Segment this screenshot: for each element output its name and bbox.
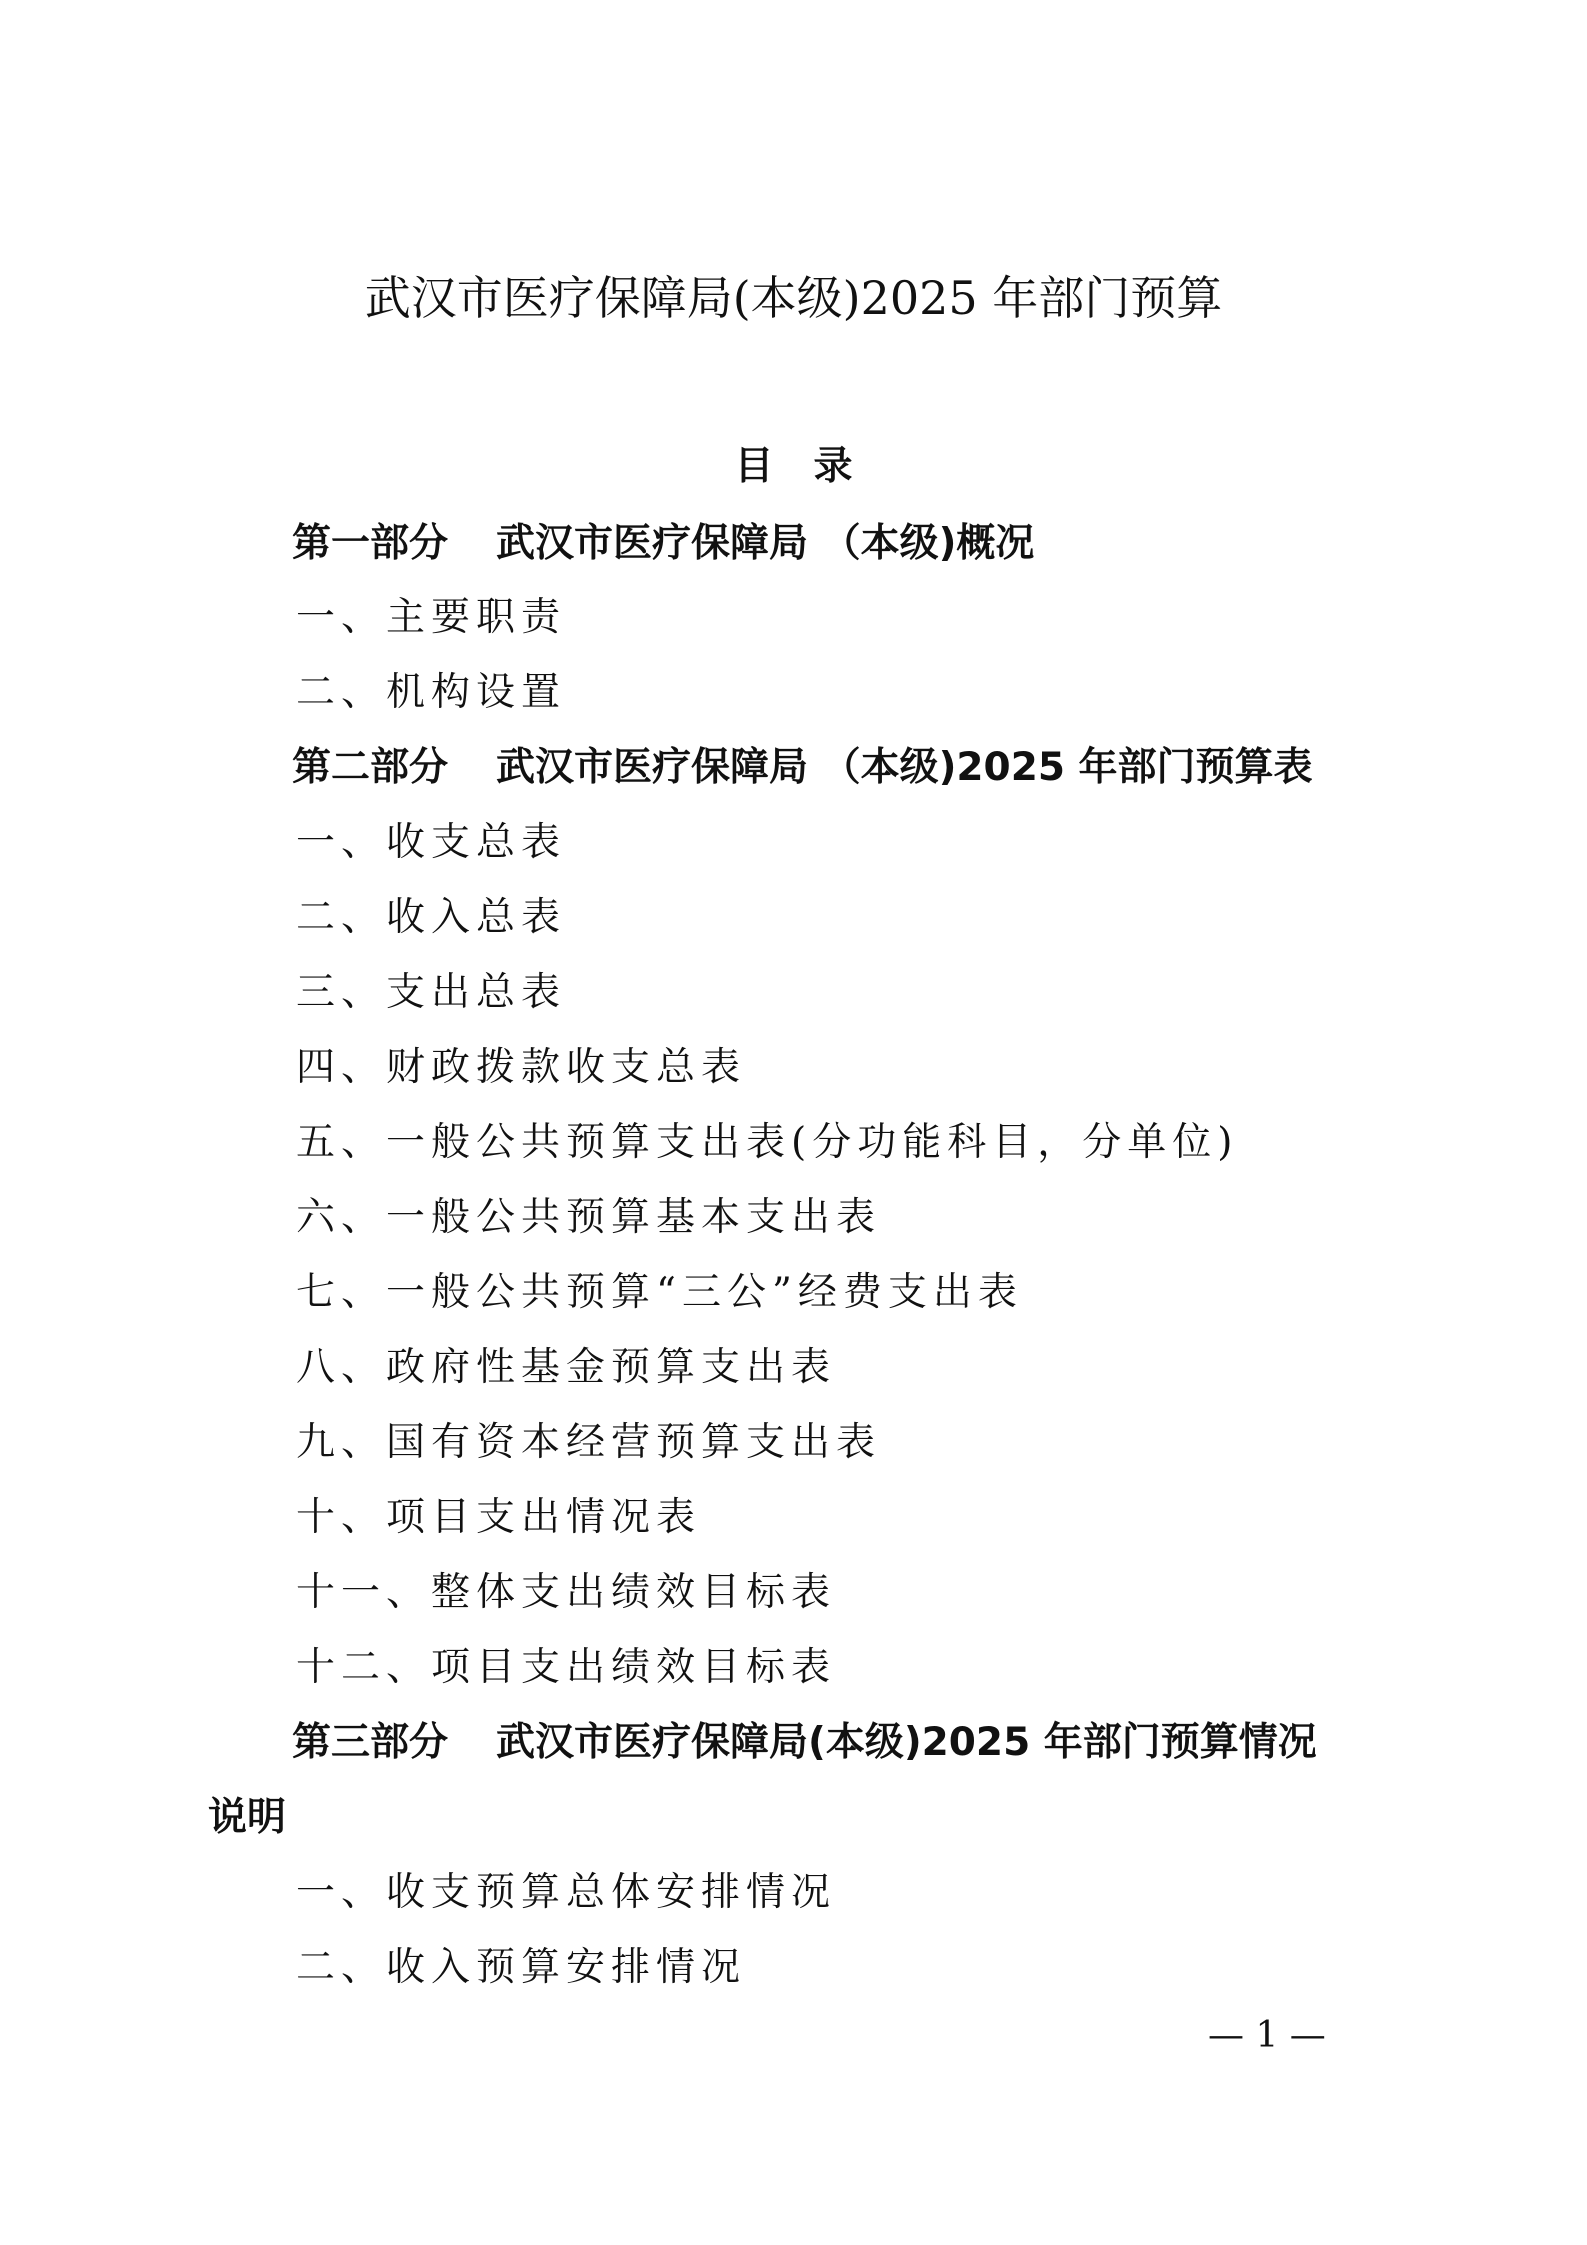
toc-item[interactable]: 二、收入总表 — [296, 895, 567, 940]
toc-item[interactable]: 二、收入预算安排情况 — [296, 1945, 747, 1990]
toc-part-title: 武汉市医疗保障局(本级)2025 年部门预算情况 — [496, 1720, 1317, 1765]
toc-item[interactable]: 一、收支总表 — [296, 820, 567, 865]
toc-item[interactable]: 十、项目支出情况表 — [296, 1495, 702, 1540]
toc-part-label: 第一部分 — [292, 521, 449, 566]
toc-part-3-heading[interactable] — [292, 1717, 1317, 1769]
toc-part-label: 第三部分 — [292, 1720, 449, 1765]
toc-part-2-heading[interactable] — [292, 742, 1313, 794]
toc-item[interactable]: 四、财政拨款收支总表 — [296, 1045, 747, 1090]
toc-item[interactable]: 二、机构设置 — [296, 670, 567, 715]
toc-item[interactable]: 八、政府性基金预算支出表 — [296, 1345, 837, 1390]
toc-part-3-heading-continuation[interactable]: 说明 — [208, 1795, 287, 1840]
toc-part-title: 武汉市医疗保障局 （本级)概况 — [496, 521, 1035, 566]
toc-item[interactable]: 十二、项目支出绩效目标表 — [296, 1645, 837, 1690]
toc-item[interactable]: 九、国有资本经营预算支出表 — [296, 1420, 882, 1465]
page-number: — 1 — — [1208, 2015, 1326, 2056]
toc-item[interactable]: 五、一般公共预算支出表(分功能科目，分单位) — [296, 1120, 1239, 1165]
toc-part-1-heading[interactable] — [292, 518, 1034, 570]
toc-part-label: 第二部分 — [292, 745, 449, 790]
document-title: 武汉市医疗保障局(本级)2025 年部门预算 — [364, 271, 1223, 325]
toc-item[interactable]: 六、一般公共预算基本支出表 — [296, 1195, 882, 1240]
toc-item[interactable]: 三、支出总表 — [296, 970, 567, 1015]
toc-item[interactable]: 一、收支预算总体安排情况 — [296, 1870, 837, 1915]
toc-heading: 目录 — [734, 444, 893, 489]
toc-part-title: 武汉市医疗保障局 （本级)2025 年部门预算表 — [496, 745, 1313, 790]
toc-item[interactable]: 七、一般公共预算“三公”经费支出表 — [296, 1270, 1023, 1315]
toc-item[interactable]: 一、主要职责 — [296, 595, 567, 640]
toc-item[interactable]: 十一、整体支出绩效目标表 — [296, 1570, 837, 1615]
